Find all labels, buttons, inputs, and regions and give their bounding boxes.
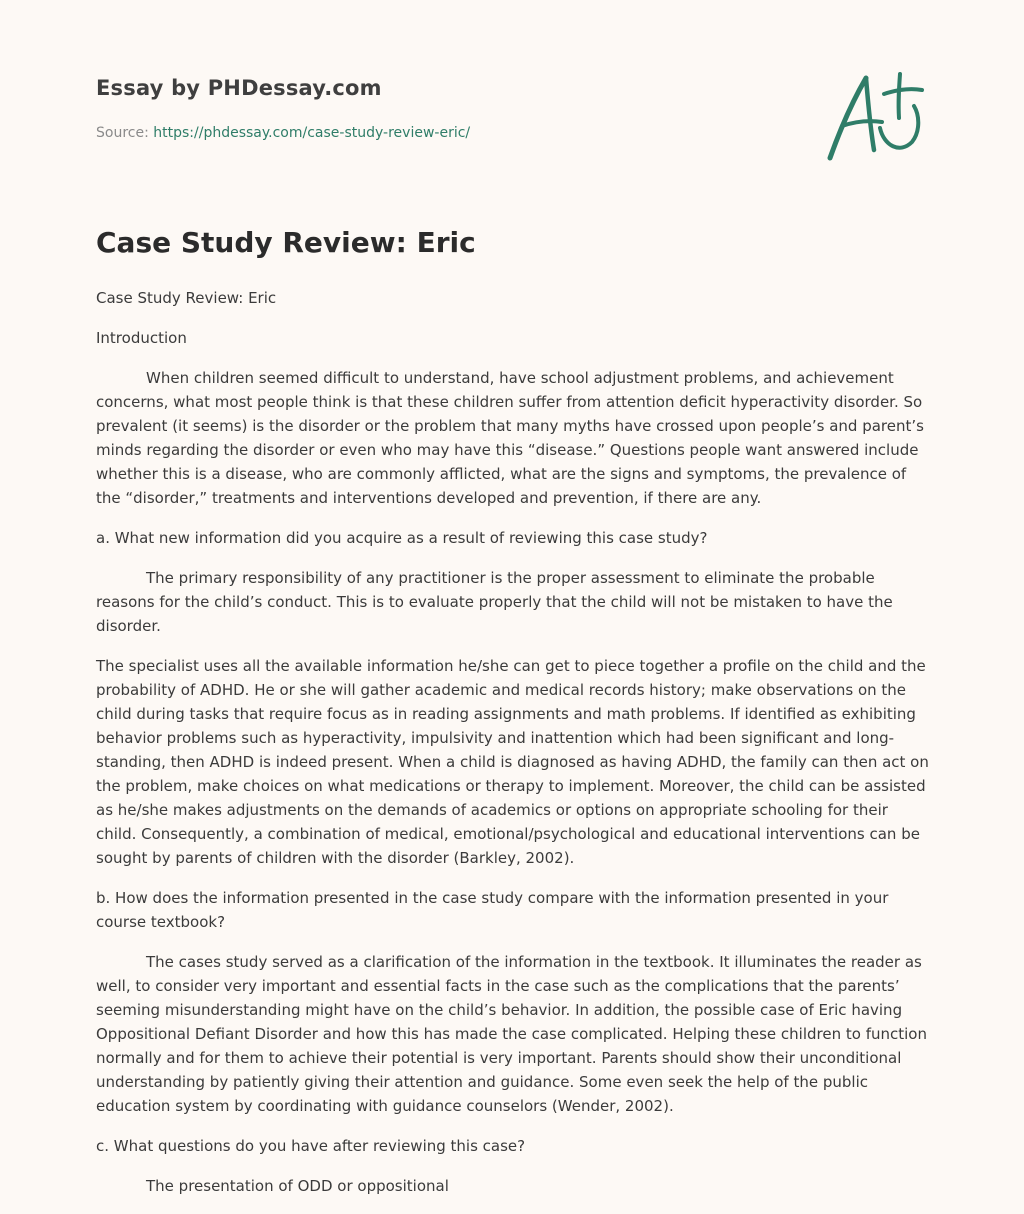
essay-body	[96, 286, 930, 1214]
source-line	[96, 125, 470, 141]
site-title: Essay by PHDessay.com	[96, 76, 382, 100]
essay-paragraph: The primary responsibility of any practitioner is the proper assessment to eliminate the probable reasons for the child’s conduct. This is to evaluate properly that the child will not be mistaken to have the disorder.	[96, 569, 893, 635]
essay-paragraph: Introduction	[96, 329, 187, 347]
essay-paragraph: c. What questions do you have after reviewing this case?	[96, 1137, 526, 1155]
source-label: Source:	[96, 125, 149, 141]
source-link[interactable]: https://phdessay.com/case-study-review-eric/	[153, 125, 471, 141]
essay-paragraph: The specialist uses all the available information he/she can get to piece together a profile on the child and the probability of ADHD. He or she will gather academic and medical records history; make observations on the child during tasks that require focus as in reading assignments and math problems. If identified as exhibiting behavior problems such as hyperactivity, impulsivity and inattention which had been significant and long-standing, then ADHD is indeed present. When a child is diagnosed as having ADHD, the family can then act on the problem, make choices on what medications or therapy to implement. Moreover, the child can be assisted as he/she makes adjustments on the demands of academics or options on appropriate schooling for their child. Consequently, a combination of medical, emotional/psychological and educational interventions can be sought by parents of children with the disorder (Barkley, 2002).	[96, 657, 929, 867]
site-header	[96, 76, 382, 100]
essay-paragraph: The cases study served as a clarification of the information in the textbook. It illuminates the reader as well, to consider very important and essential facts in the case such as the complications that the parents’ seeming misunderstanding might have on the child’s behavior. In addition, the possible case of Eric having Oppositional Defiant Disorder and how this has made the case complicated. Helping these children to function normally and for them to achieve their potential is very important. Parents should show their unconditional understanding by patiently giving their attention and guidance. Some even seek the help of the public education system by coordinating with guidance counselors (Wender, 2002).	[96, 953, 927, 1115]
essay-paragraph: The presentation of ODD or oppositional	[146, 1177, 449, 1195]
essay-paragraph: b. How does the information presented in the case study compare with the information presented in your course textbook?	[96, 889, 889, 931]
document-title: Case Study Review: Eric	[96, 226, 476, 259]
essay-paragraph: a. What new information did you acquire as a result of reviewing this case study?	[96, 529, 708, 547]
essay-paragraph: When children seemed difficult to understand, have school adjustment problems, and achievement concerns, what most people think is that these children suffer from attention deficit hyperactivity disorder. So prevalent (it seems) is the disorder or the problem that many myths have crossed upon people’s and parent’s minds regarding the disorder or even who may have this “disease.” Questions people want answered include whether this is a disease, who are commonly afflicted, what are the signs and symptoms, the prevalence of the “disorder,” treatments and interventions developed and prevention, if there are any.	[96, 369, 924, 507]
a-plus-logo-icon	[822, 68, 926, 164]
essay-paragraph: Case Study Review: Eric	[96, 289, 277, 307]
